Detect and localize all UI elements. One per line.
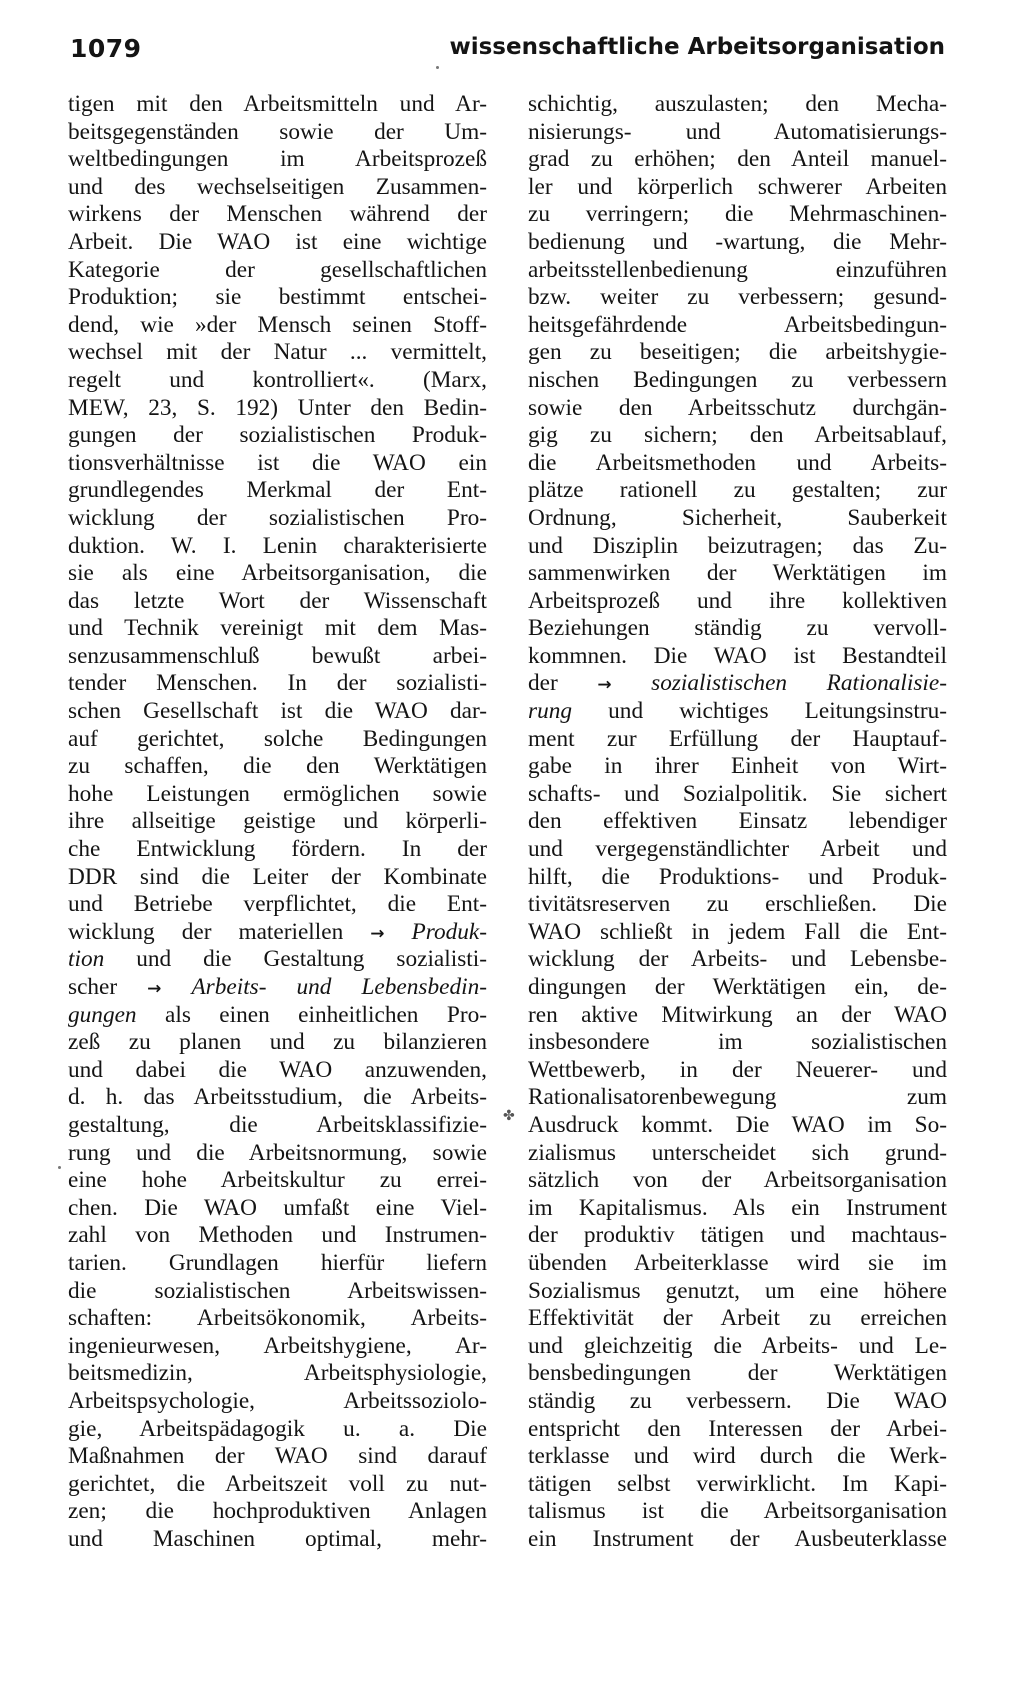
- text-line: schen Gesellschaft ist die WAO dar-: [68, 698, 487, 725]
- text-line: d. h. das Arbeitsstudium, die Arbeits-: [68, 1084, 487, 1111]
- text-fragment: der: [528, 670, 598, 697]
- text-line: tionsverhältnisse ist die WAO ein: [68, 449, 487, 476]
- text-line: wicklung der Arbeits- und Lebensbe-: [528, 946, 947, 973]
- text-line: weltbedingungen im Arbeitsprozeß: [68, 146, 487, 173]
- text-line: eine hohe Arbeitskultur zu errei-: [68, 1167, 487, 1194]
- text-line: senzusammenschluß bewußt arbei-: [68, 642, 487, 669]
- text-line: tarien. Grundlagen hierfür liefern: [68, 1249, 487, 1276]
- text-line: terklasse und wird durch die Werk-: [528, 1443, 947, 1470]
- text-line: gig zu sichern; den Arbeitsablauf,: [528, 422, 947, 449]
- text-line: Beziehungen ständig zu vervoll-: [528, 615, 947, 642]
- text-line: schafts- und Sozialpolitik. Sie sichert: [528, 780, 947, 807]
- text-fragment: wicklung der materiellen: [68, 918, 371, 945]
- running-head: wissenschaftliche Arbeitsorganisation: [449, 34, 945, 60]
- text-line: gabe in ihrer Einheit von Wirt-: [528, 753, 947, 780]
- text-line: plätze rationell zu gestalten; zur: [528, 477, 947, 504]
- text-line: hilft, die Produktions- und Produk-: [528, 863, 947, 890]
- text-line: hohe Leistungen ermöglichen sowie: [68, 780, 487, 807]
- text-line: ein Instrument der Ausbeuterklasse: [528, 1525, 947, 1552]
- cross-reference-term[interactable]: tion: [68, 946, 105, 973]
- text-line: sowie den Arbeitsschutz durchgän-: [528, 394, 947, 421]
- text-line: che Entwicklung fördern. In der: [68, 836, 487, 863]
- text-line: und dabei die WAO anzuwenden,: [68, 1056, 487, 1083]
- page-number: 1079: [70, 34, 142, 63]
- text-line: Ordnung, Sicherheit, Sauberkeit: [528, 504, 947, 531]
- text-line: ständig zu verbessern. Die WAO: [528, 1387, 947, 1414]
- text-line: und vergegenständlichter Arbeit und: [528, 836, 947, 863]
- text-line: Kategorie der gesellschaftlichen: [68, 256, 487, 283]
- text-line: das letzte Wort der Wissenschaft: [68, 587, 487, 614]
- text-line: [68, 946, 487, 974]
- text-line: und Betriebe verpflichtet, die Ent-: [68, 891, 487, 918]
- text-line: [68, 919, 487, 947]
- text-line: schaften: Arbeitsökonomik, Arbeits-: [68, 1305, 487, 1332]
- text-line: gungen der sozialistischen Produk-: [68, 422, 487, 449]
- text-line: nisierungs- und Automatisierungs-: [528, 118, 947, 145]
- text-line: bensbedingungen der Werktätigen: [528, 1360, 947, 1387]
- text-line: heitsgefährdende Arbeitsbedingun-: [528, 311, 947, 338]
- text-line: tätigen selbst verwirklicht. Im Kapi-: [528, 1470, 947, 1497]
- text-line: der produktiv tätigen und machtaus-: [528, 1222, 947, 1249]
- text-line: ment zur Erfüllung der Hauptauf-: [528, 725, 947, 752]
- text-line: Maßnahmen der WAO sind darauf: [68, 1443, 487, 1470]
- text-line: beitsgegenständen sowie der Um-: [68, 118, 487, 145]
- text-fragment: und die Gestaltung sozialisti-: [104, 946, 487, 973]
- text-fragment: und wichtiges Leitungsinstru-: [572, 698, 947, 725]
- text-line: ren aktive Mitwirkung an der WAO: [528, 1001, 947, 1028]
- text-line: Ausdruck kommt. Die WAO im So-: [528, 1111, 947, 1138]
- text-line: und Technik vereinigt mit dem Mas-: [68, 615, 487, 642]
- text-line: zen; die hochproduktiven Anlagen: [68, 1498, 487, 1525]
- text-line: [68, 974, 487, 1002]
- text-line: und des wechselseitigen Zusammen-: [68, 173, 487, 200]
- text-line: gestaltung, die Arbeitsklassifizie-: [68, 1111, 487, 1138]
- text-line: zialismus unterscheidet sich grund-: [528, 1139, 947, 1166]
- text-line: zu schaffen, die den Werktätigen: [68, 753, 487, 780]
- text-line: Arbeitspsychologie, Arbeitssoziolo-: [68, 1387, 487, 1414]
- text-line: Effektivität der Arbeit zu erreichen: [528, 1305, 947, 1332]
- text-line: Arbeit. Die WAO ist eine wichtige: [68, 228, 487, 255]
- cross-reference-term[interactable]: sozialistischen Rationalisie-: [651, 670, 947, 697]
- left-column: [68, 91, 487, 1553]
- text-line: übenden Arbeiterklasse wird sie im: [528, 1249, 947, 1276]
- text-line: ler und körperlich schwerer Arbeiten: [528, 173, 947, 200]
- text-line: kommnen. Die WAO ist Bestandteil: [528, 642, 947, 669]
- text-line: Arbeitsprozeß und ihre kollektiven: [528, 587, 947, 614]
- text-fragment: scher: [68, 974, 148, 1000]
- text-line: wechsel mit der Natur ... vermittelt,: [68, 339, 487, 366]
- text-line: den effektiven Einsatz lebendiger: [528, 808, 947, 835]
- text-line: gie, Arbeitspädagogik u. a. Die: [68, 1415, 487, 1442]
- text-line: dingungen der Werktätigen ein, de-: [528, 974, 947, 1000]
- cross-reference-arrow-icon: →: [147, 979, 162, 999]
- text-line: duktion. W. I. Lenin charakterisierte: [68, 532, 487, 559]
- text-line: sie als eine Arbeitsorganisation, die: [68, 560, 487, 587]
- text-line: im Kapitalismus. Als ein Instrument: [528, 1194, 947, 1221]
- text-line: gen zu beseitigen; die arbeitshygie-: [528, 339, 947, 366]
- text-line: wirkens der Menschen während der: [68, 201, 487, 228]
- text-line: zeß zu planen und zu bilanzieren: [68, 1029, 487, 1056]
- text-line: tigen mit den Arbeitsmitteln und Ar-: [68, 91, 487, 117]
- text-line: Sozialismus genutzt, um eine höhere: [528, 1277, 947, 1304]
- text-line: die sozialistischen Arbeitswissen-: [68, 1277, 487, 1304]
- right-column: [528, 91, 947, 1553]
- text-line: ingenieurwesen, Arbeitshygiene, Ar-: [68, 1332, 487, 1359]
- text-line: rung und die Arbeitsnormung, sowie: [68, 1139, 487, 1166]
- text-line: schichtig, auszulasten; den Mecha-: [528, 91, 947, 117]
- text-line: und Disziplin beizutragen; das Zu-: [528, 532, 947, 559]
- text-line: arbeitsstellenbedienung einzuführen: [528, 256, 947, 283]
- margin-mark-icon: ✤: [503, 1108, 515, 1124]
- text-line: MEW, 23, S. 192) Unter den Bedin-: [68, 394, 487, 421]
- cross-reference-term[interactable]: rung: [528, 698, 573, 725]
- text-line: entspricht den Interessen der Arbei-: [528, 1415, 947, 1442]
- text-line: dend, wie »der Mensch seinen Stoff-: [68, 311, 487, 338]
- text-fragment: als einen einheitlichen Pro-: [136, 1001, 487, 1028]
- cross-reference-arrow-icon: →: [597, 675, 612, 696]
- text-line: Wettbewerb, in der Neuerer- und: [528, 1056, 947, 1083]
- text-line: auf gerichtet, solche Bedingungen: [68, 725, 487, 752]
- text-line: [68, 1002, 487, 1030]
- text-line: bedienung und -wartung, die Mehr-: [528, 228, 947, 255]
- text-line: zahl von Methoden und Instrumen-: [68, 1222, 487, 1249]
- text-line: DDR sind die Leiter der Kombinate: [68, 863, 487, 890]
- text-line: WAO schließt in jedem Fall die Ent-: [528, 918, 947, 945]
- print-speck: [58, 1166, 61, 1169]
- text-line: insbesondere im sozialistischen: [528, 1029, 947, 1056]
- text-line: sätzlich von der Arbeitsorganisation: [528, 1167, 947, 1194]
- text-line: wicklung der sozialistischen Pro-: [68, 504, 487, 531]
- text-line: Produktion; sie bestimmt entschei-: [68, 284, 487, 311]
- text-line: Rationalisatorenbewegung zum: [528, 1084, 947, 1111]
- text-line: tivitätsreserven zu erschließen. Die: [528, 891, 947, 918]
- text-line: chen. Die WAO umfaßt eine Viel-: [68, 1194, 487, 1221]
- text-line: gerichtet, die Arbeitszeit voll zu nut-: [68, 1470, 487, 1497]
- text-line: und Maschinen optimal, mehr-: [68, 1525, 487, 1552]
- cross-reference-term[interactable]: gungen: [68, 1001, 137, 1028]
- text-line: die Arbeitsmethoden und Arbeits-: [528, 449, 947, 476]
- cross-reference-term[interactable]: Arbeits- und Lebensbedin-: [191, 974, 487, 1000]
- text-line: nischen Bedingungen zu verbessern: [528, 366, 947, 393]
- print-speck: [436, 66, 439, 69]
- cross-reference-arrow-icon: →: [370, 923, 385, 944]
- text-line: bzw. weiter zu verbessern; gesund-: [528, 284, 947, 311]
- text-line: beitsmedizin, Arbeitsphysiologie,: [68, 1360, 487, 1387]
- text-line: sammenwirken der Werktätigen im: [528, 560, 947, 587]
- text-line: ihre allseitige geistige und körperli-: [68, 808, 487, 835]
- text-line: [528, 698, 947, 726]
- text-line: zu verringern; die Mehrmaschinen-: [528, 201, 947, 228]
- text-line: talismus ist die Arbeitsorganisation: [528, 1498, 947, 1525]
- text-line: regelt und kontrolliert«. (Marx,: [68, 366, 487, 393]
- text-line: tender Menschen. In der sozialisti-: [68, 670, 487, 697]
- text-line: [528, 670, 947, 698]
- cross-reference-term[interactable]: Produk-: [411, 918, 488, 945]
- text-line: grundlegendes Merkmal der Ent-: [68, 477, 487, 504]
- text-line: grad zu erhöhen; den Anteil manuel-: [528, 146, 947, 173]
- text-line: und gleichzeitig die Arbeits- und Le-: [528, 1332, 947, 1359]
